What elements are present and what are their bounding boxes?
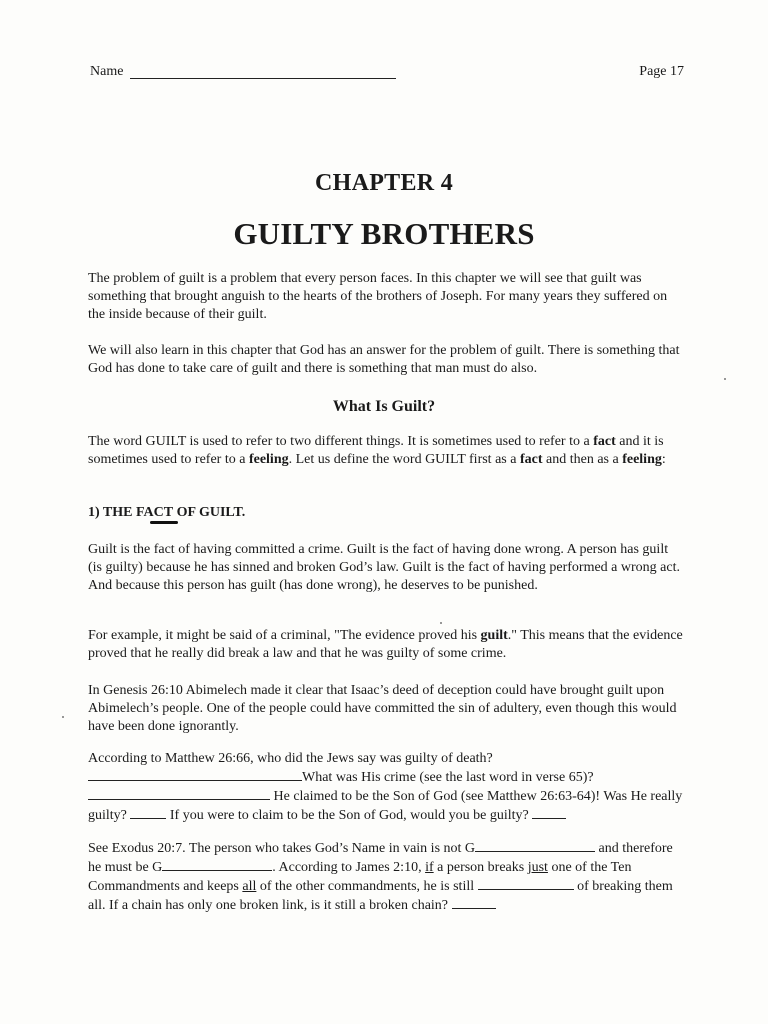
bold-term-guilt: guilt: [480, 628, 508, 643]
handwritten-underline: [150, 521, 178, 524]
exodus-text: a person breaks: [433, 860, 528, 875]
definition-text: and it is sometimes used to refer to a: [88, 434, 664, 467]
exodus-text: of the other commandments, he is still: [256, 879, 475, 894]
genesis-paragraph: In Genesis 26:10 Abimelech made it clear that Isaac’s deed of deception could have brought guilt upon Abimelech’s people. One of the people could have committed the sin of adultery, even though this would have been done ignorantly.: [88, 683, 677, 734]
chapter-title: GUILTY BROTHERS: [233, 216, 535, 251]
underlined-word: all: [242, 879, 257, 894]
scan-speck: [724, 378, 726, 380]
fact-word: [136, 505, 173, 521]
fact-paragraph: Guilt is the fact of having committed a crime. Guilt is the fact of having done wrong. A person has guilt (is guilty) because he has sinned and broken God’s law. Guilt is the fact of having performed a wrong act. And because this person has guilt (has done wrong), he deserves to be punished.: [88, 542, 680, 593]
bold-term-feeling: feeling: [248, 452, 289, 467]
underlined-word: just: [527, 860, 548, 875]
bold-term-fact: fact: [519, 452, 543, 467]
exodus-text: and therefore he must be G: [88, 841, 673, 875]
definition-text: The word GUILT is used to refer to two different things. It is sometimes used to refer to a: [88, 434, 594, 449]
underlined-word: if: [425, 860, 434, 875]
heading-text: FACT: [135, 505, 174, 520]
example-paragraph: [88, 627, 684, 663]
answer-blank[interactable]: [452, 896, 496, 909]
answer-blank[interactable]: [475, 839, 595, 852]
definition-paragraph: [88, 433, 684, 469]
intro-paragraph-1: The problem of guilt is a problem that every person faces. In this chapter we will see that guilt was something that brought anguish to the hearts of the brothers of Joseph. For many years they suffered on the inside because of their guilt.: [88, 271, 668, 322]
heading-text: 1) THE: [88, 505, 136, 520]
answer-blank[interactable]: [162, 858, 272, 871]
example-text: For example, it might be said of a criminal, "The evidence proved his: [88, 628, 481, 643]
answer-blank[interactable]: [532, 806, 566, 819]
scan-speck: [62, 716, 64, 718]
matthew-questions: [88, 750, 684, 825]
question-text: What was His crime (see the last word in verse 65)?: [302, 770, 594, 785]
exodus-text: one of the Ten Commandments and keeps: [88, 860, 632, 894]
bold-term-feeling: feeling: [622, 452, 662, 467]
question-text: If you were to claim to be the Son of God, would you be guilty?: [169, 808, 529, 823]
scan-speck: [440, 622, 442, 624]
answer-blank[interactable]: [478, 877, 574, 890]
page-header: [90, 64, 684, 86]
answer-blank[interactable]: [88, 768, 302, 781]
definition-text: and then as a: [542, 452, 623, 467]
definition-text: . Let us define the word GUILT first as a: [288, 452, 520, 467]
definition-text: :: [661, 452, 666, 467]
heading-text: OF GUILT.: [173, 505, 246, 520]
answer-blank[interactable]: [130, 806, 166, 819]
exodus-paragraph: [88, 839, 684, 915]
exodus-text: of breaking them all. If a chain has only one broken link, is it still a broken chain?: [88, 879, 673, 913]
question-text: According to Matthew 26:66, who did the Jews say was guilty of death?: [88, 751, 493, 766]
exodus-text: See Exodus 20:7. The person who takes God’s Name in vain is not G: [88, 841, 476, 856]
name-label: Name: [90, 64, 124, 79]
section-heading: What Is Guilt?: [332, 398, 436, 415]
fact-of-guilt-heading: [88, 505, 245, 521]
answer-blank[interactable]: [88, 787, 270, 800]
intro-paragraph-2: We will also learn in this chapter that God has an answer for the problem of guilt. There is something that God has done to take care of guilt and there is something that man must do also.: [88, 343, 680, 376]
chapter-heading: CHAPTER 4: [314, 170, 454, 196]
bold-term-fact: fact: [593, 434, 616, 449]
name-blank: [130, 78, 396, 79]
example-text: ." This means that the evidence proved that he really did break a law and that he was guilty of some crime.: [88, 628, 683, 661]
exodus-text: . According to James 2:10,: [272, 860, 426, 875]
page-number: Page 17: [639, 64, 684, 79]
question-text: He claimed to be the Son of God (see Matthew 26:63-64)! Was He really guilty?: [88, 789, 683, 823]
